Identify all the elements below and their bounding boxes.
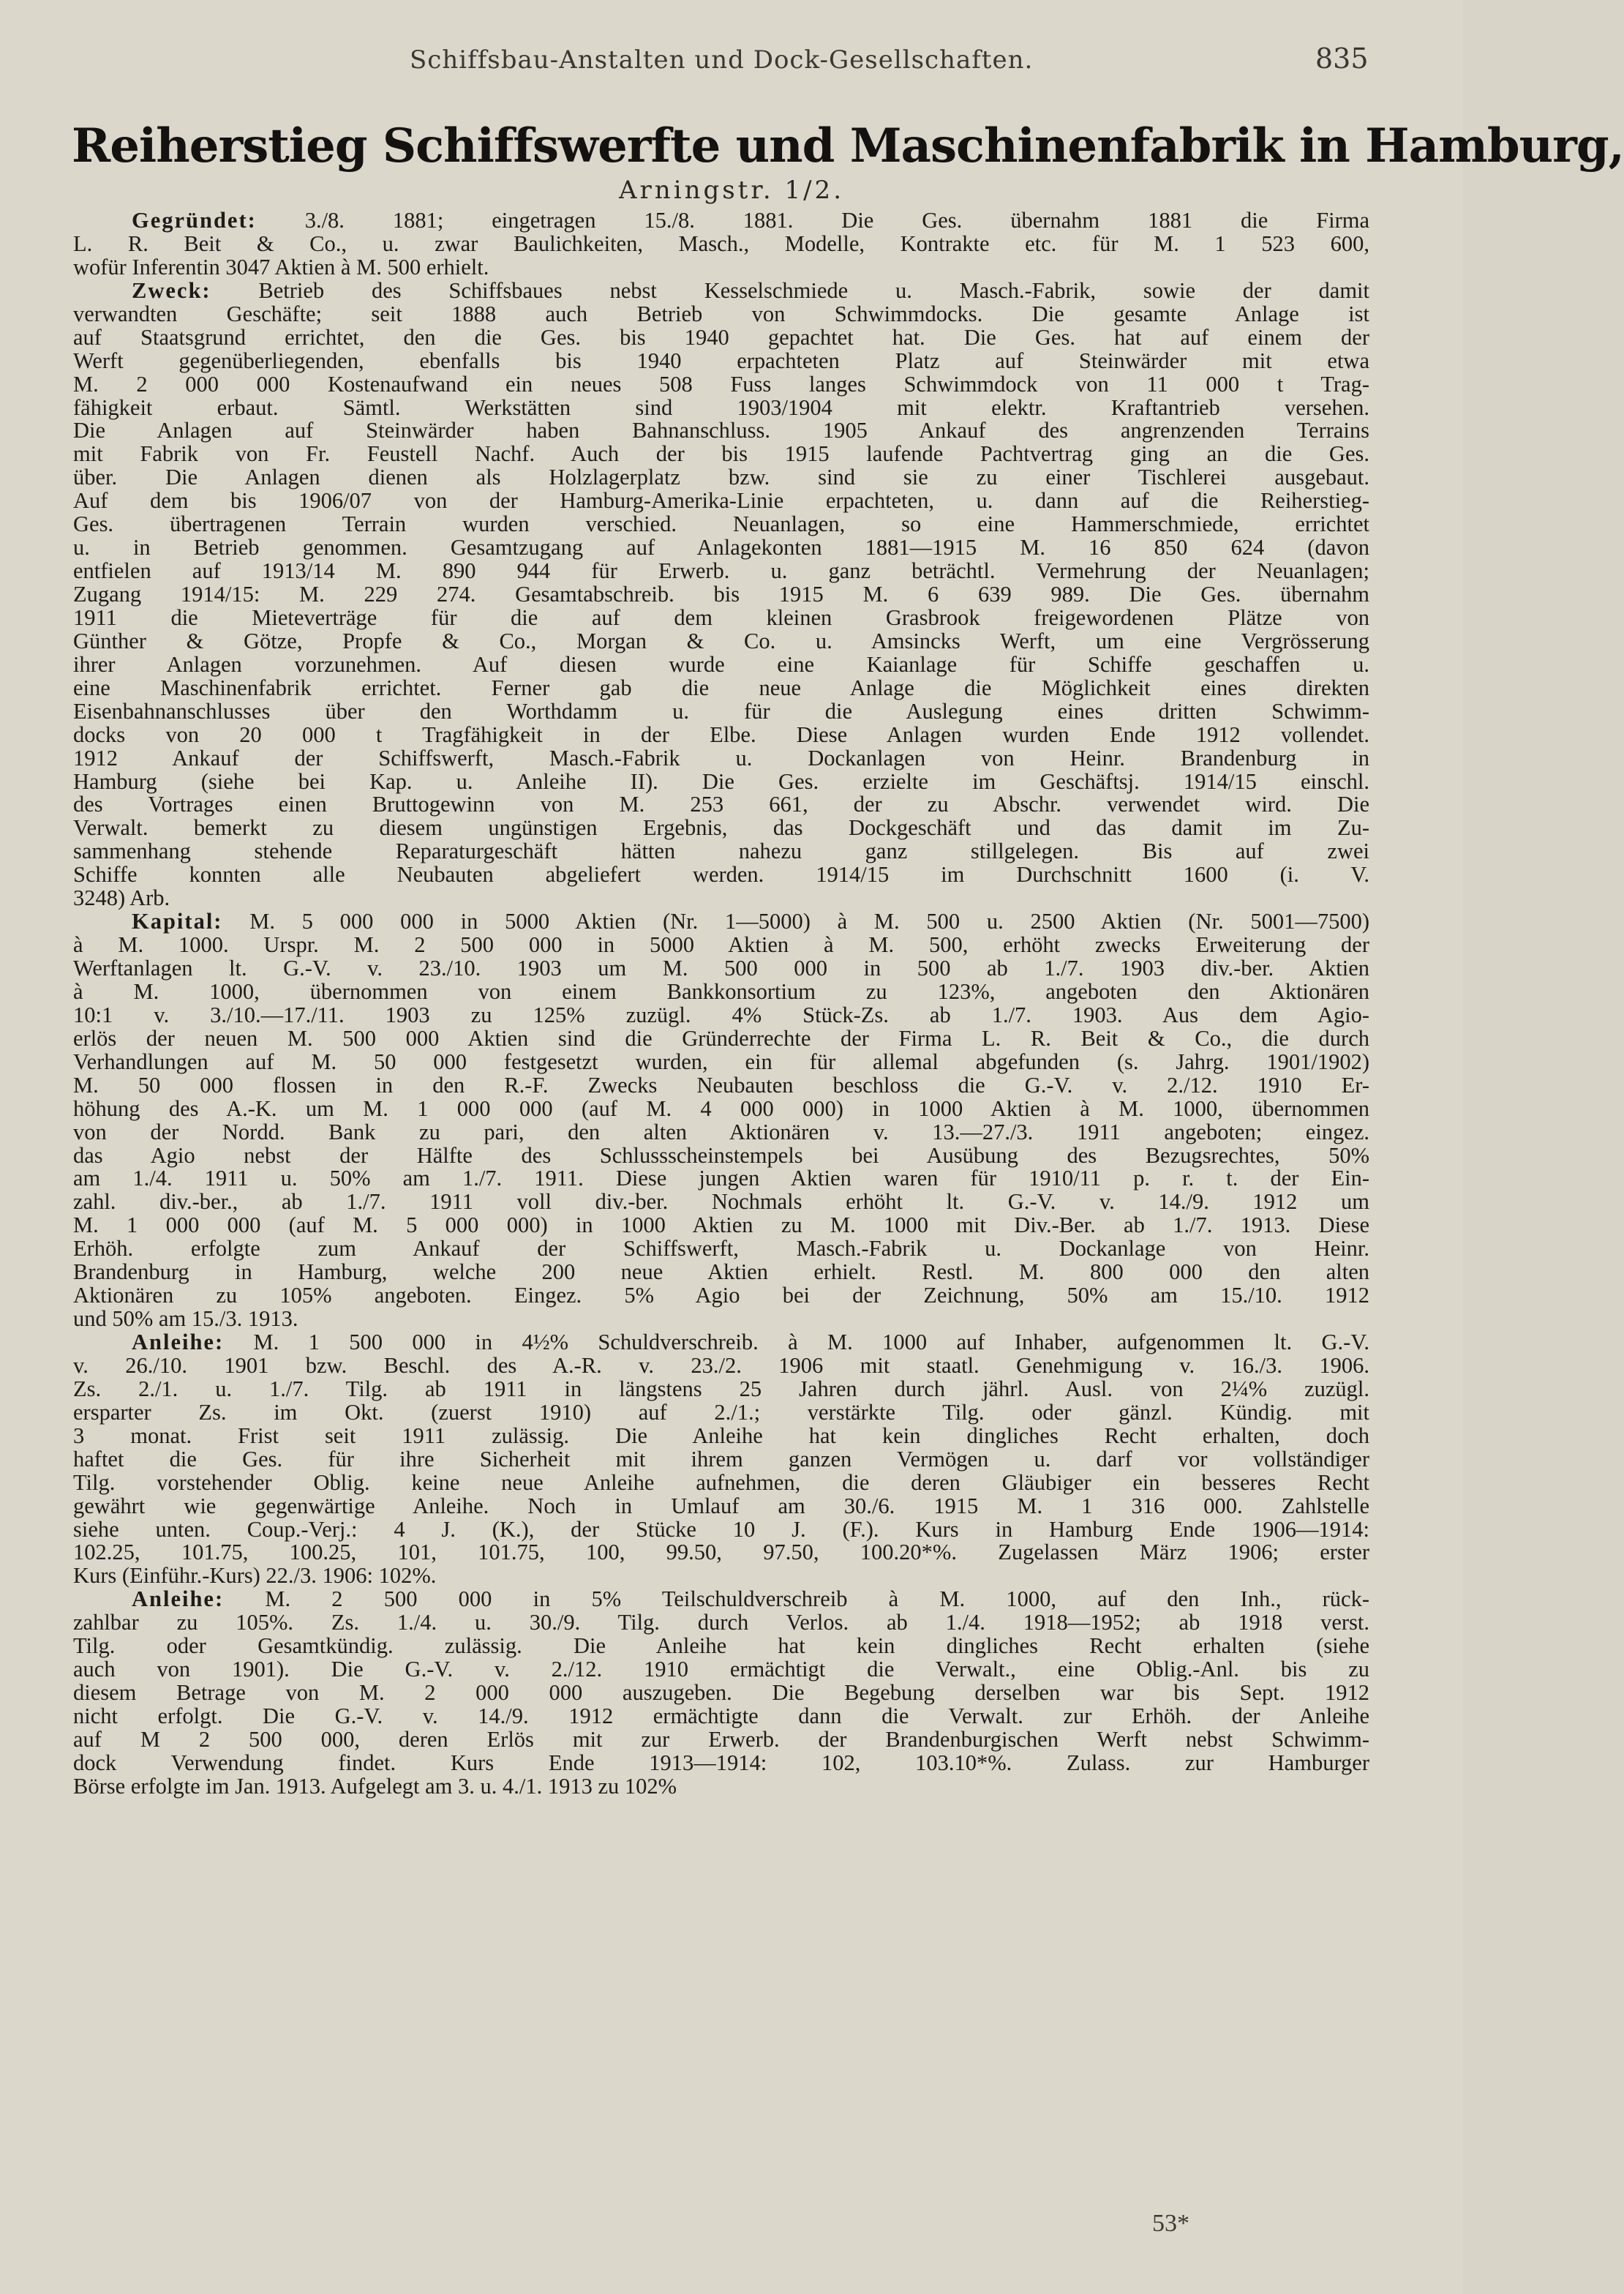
line-text: M. 2 000 000 Kostenaufwand ein neues 508 Fuss langes Schwimmdock von 11 000 t Trag- (73, 371, 1369, 397)
line-text: des Vortrages einen Bruttogewinn von M. 253 661, der zu Abschr. verwendet wird. Die (73, 792, 1369, 817)
text-line (73, 513, 1369, 536)
text-line (73, 1495, 1369, 1518)
paragraph-heading: Zweck: (132, 277, 211, 303)
text-line (73, 1541, 1369, 1564)
line-text: à M. 1000, übernommen von einem Bankkonsortium zu 123%, angeboten den Aktionären (73, 978, 1369, 1004)
line-text: Erhöh. erfolgte zum Ankauf der Schiffswerft, Masch.-Fabrik u. Dockanlage von Heinr. (73, 1236, 1369, 1262)
text-line (73, 1422, 1369, 1448)
text-line (73, 373, 1369, 397)
text-line (73, 630, 1369, 653)
text-line (73, 1775, 1369, 1799)
line-text: Kurs (Einführ.-Kurs) 22./3. 1906: 102%. (73, 1563, 437, 1589)
text-line (73, 1588, 1369, 1611)
line-text: erlös der neuen M. 500 000 Aktien sind die Gründerrechte der Firma L. R. Beit & Co., die durch (73, 1025, 1369, 1051)
text-line (73, 1191, 1369, 1214)
line-text: M. 2 500 000 in 5% Teilschuldverschreib à M. 1000, auf den Inh., rück- (224, 1586, 1369, 1612)
line-text: und 50% am 15./3. 1913. (73, 1306, 298, 1332)
text-line (73, 277, 1369, 303)
text-line (73, 350, 1369, 373)
line-text: M. 1 500 000 in 4½% Schuldverschreib. à M. 1000 auf Inhaber, aufgenommen lt. G.-V. (224, 1330, 1369, 1354)
text-line (73, 1308, 1369, 1331)
text-line (73, 583, 1369, 607)
line-text: 1912 Ankauf der Schiffswerft, Masch.-Fabrik u. Dockanlagen von Heinr. Brandenburg in (73, 745, 1369, 771)
paragraph-heading: Anleihe: (132, 1330, 225, 1354)
line-text: 3248) Arb. (73, 885, 170, 911)
line-text: eine Maschinenfabrik errichtet. Ferner gab die neue Anlage die Möglichkeit eines direkten (73, 675, 1369, 700)
text-line (73, 1728, 1369, 1752)
text-line (73, 1448, 1369, 1472)
line-text: M. 5 000 000 in 5000 Aktien (Nr. 1—5000) à M. 500 u. 2500 Aktien (Nr. 5001—7500) (222, 909, 1369, 934)
text-line (73, 1331, 1369, 1354)
text-line (73, 1635, 1369, 1658)
line-text: das Agio nebst der Hälfte des Schlussscheinstempels bei Ausübung des Bezugsrechtes, 50% (73, 1142, 1369, 1168)
text-line (73, 793, 1369, 817)
text-line (73, 1401, 1369, 1425)
text-line (73, 1611, 1369, 1635)
line-text: ersparter Zs. im Okt. (zuerst 1910) auf 2./1.; verstärkte Tilg. oder gänzl. Kündig. mit (73, 1399, 1369, 1425)
line-text: siehe unten. Coup.-Verj.: 4 J. (K.), der Stücke 10 J. (F.). Kurs in Hamburg Ende 1906—1914: (73, 1516, 1369, 1542)
line-text: auf Staatsgrund errichtet, den die Ges. bis 1940 gepachtet hat. Die Ges. hat auf einem der (73, 324, 1369, 350)
line-text: über. Die Anlagen dienen als Holzlagerplatz bzw. sind sie zu einer Tischlerei ausgebaut. (73, 465, 1369, 490)
line-text: docks von 20 000 t Tragfähigkeit in der Elbe. Diese Anlagen wurden Ende 1912 vollendet. (73, 721, 1369, 747)
text-line (73, 1682, 1369, 1705)
line-text: auf M 2 500 000, deren Erlös mit zur Erwerb. der Brandenburgischen Werft nebst Schwimm- (73, 1726, 1369, 1752)
line-text: Schiffe konnten alle Neubauten abgeliefert werden. 1914/15 im Durchschnitt 1600 (i. V. (73, 862, 1369, 888)
text-line (73, 394, 1369, 420)
company-address: Arningstr. 1/2. (618, 176, 844, 205)
text-line (73, 934, 1369, 957)
text-line (73, 747, 1369, 771)
line-text: Werft gegenüberliegenden, ebenfalls bis 1940 erpachteten Platz auf Steinwärder mit etwa (73, 348, 1369, 373)
text-line (73, 1752, 1369, 1775)
text-line (73, 1051, 1369, 1074)
text-line (73, 466, 1369, 490)
text-line (73, 490, 1369, 513)
line-text: Börse erfolgte im Jan. 1913. Aufgelegt am 3. u. 4./1. 1913 zu 102% (73, 1773, 677, 1799)
line-text: 3 monat. Frist seit 1911 zulässig. Die Anleihe hat kein dingliches Recht erhalten, doch (73, 1422, 1369, 1448)
line-text: nicht erfolgt. Die G.-V. v. 14./9. 1912 ermächtigte dann die Verwalt. zur Erhöh. der Anleihe (73, 1703, 1369, 1728)
line-text: Auf dem bis 1906/07 von der Hamburg-Amerika-Linie erpachteten, u. dann auf die Reiherstieg- (73, 488, 1369, 514)
text-line (73, 817, 1369, 840)
text-line (73, 560, 1369, 583)
text-line (73, 1237, 1369, 1261)
text-line (73, 1144, 1369, 1168)
line-text: à M. 1000. Urspr. M. 2 500 000 in 5000 Aktien à M. 500, erhöht zwecks Erweiterung der (73, 932, 1369, 958)
line-text: wofür Inferentin 3047 Aktien à M. 500 erhielt. (73, 254, 489, 280)
paragraph-heading: Gegründet: (132, 208, 257, 233)
line-text: auch von 1901). Die G.-V. v. 2./12. 1910 ermächtigt die Verwalt., eine Oblig.-Anl. bis zu (73, 1657, 1369, 1682)
text-line (73, 910, 1369, 934)
line-text: Zugang 1914/15: M. 229 274. Gesamtabschreib. bis 1915 M. 6 639 989. Die Ges. übernahm (73, 582, 1369, 607)
line-text: 1911 die Mieteverträge für die auf dem kleinen Grasbrook freigewordenen Plätze von (73, 604, 1369, 630)
line-text: zahl. div.-ber., ab 1./7. 1911 voll div.-ber. Nochmals erhöht lt. G.-V. v. 14./9. 1912 um (73, 1189, 1369, 1215)
body-text (73, 209, 1369, 1799)
text-line (73, 721, 1369, 747)
text-line (73, 256, 1369, 280)
line-text: fähigkeit erbaut. Sämtl. Werkstätten sind 1903/1904 mit elektr. Kraftantrieb versehen. (73, 394, 1369, 420)
text-line (73, 1004, 1369, 1027)
text-line (73, 1469, 1369, 1495)
line-text: Tilg. oder Gesamtkündig. zulässig. Die Anleihe hat kein dingliches Recht erhalten (siehe (73, 1633, 1369, 1659)
text-line (73, 653, 1369, 677)
text-line (73, 1564, 1369, 1588)
line-text: sammenhang stehende Reparaturgeschäft hätten nahezu ganz stillgelegen. Bis auf zwei (73, 839, 1369, 864)
signature-mark: 53* (1152, 2210, 1189, 2237)
text-line (73, 863, 1369, 887)
line-text: verwandten Geschäfte; seit 1888 auch Betrieb von Schwimmdocks. Die gesamte Anlage ist (73, 301, 1369, 326)
line-text: 102.25, 101.75, 100.25, 101, 101.75, 100, 99.50, 97.50, 100.20*%. Zugelassen März 1906; erster (73, 1540, 1369, 1565)
paragraph-heading: Anleihe: (132, 1586, 225, 1612)
text-line (73, 326, 1369, 350)
text-line (73, 1658, 1369, 1682)
line-text: Verwalt. bemerkt zu diesem ungünstigen Ergebnis, das Dockgeschäft und das damit im Zu- (73, 815, 1369, 841)
line-text: Zs. 2./1. u. 1./7. Tilg. ab 1911 in längstens 25 Jahren durch jährl. Ausl. von 2¼% zuzügl. (73, 1376, 1369, 1401)
line-text: Betrieb des Schiffsbaues nebst Kesselschmiede u. Masch.-Fabrik, sowie der damit (211, 277, 1369, 303)
page-number: 835 (1315, 42, 1369, 75)
text-line (73, 887, 1369, 910)
text-line (73, 768, 1369, 794)
line-text: gewährt wie gegenwärtige Anleihe. Noch in Umlauf am 30./6. 1915 M. 1 316 000. Zahlstelle (73, 1493, 1369, 1518)
text-line (73, 443, 1369, 466)
line-text: L. R. Beit & Co., u. zwar Baulichkeiten, Masch., Modelle, Kontrakte etc. für M. 1 523 600, (73, 230, 1369, 256)
line-text: zahlbar zu 105%. Zs. 1./4. u. 30./9. Tilg. durch Verlos. ab 1./4. 1918—1952; ab 1918 verst. (73, 1610, 1369, 1635)
line-text: Verhandlungen auf M. 50 000 festgesetzt wurden, ein für allemal abgefunden (s. Jahrg. 1901/1902) (73, 1049, 1369, 1074)
text-line (73, 536, 1369, 560)
text-line (73, 1121, 1369, 1144)
line-text: M. 50 000 flossen in den R.-F. Zwecks Neubauten beschloss die G.-V. v. 2./12. 1910 Er- (73, 1072, 1369, 1098)
line-text: von der Nordd. Bank zu pari, den alten Aktionären v. 13.—27./3. 1911 angeboten; eingez. (73, 1119, 1369, 1144)
line-text: v. 26./10. 1901 bzw. Beschl. des A.-R. v. 23./2. 1906 mit staatl. Genehmigung v. 16./3. 1906. (73, 1352, 1369, 1378)
text-line (73, 230, 1369, 256)
line-text: Hamburg (siehe bei Kap. u. Anleihe II). Die Ges. erzielte im Geschäftsj. 1914/15 einschl. (73, 768, 1369, 794)
text-line (73, 419, 1369, 443)
text-line (73, 677, 1369, 700)
text-line (73, 209, 1369, 233)
company-title: Reiherstieg Schiffswerfte und Maschinenfabrik in Hamburg, (72, 119, 1624, 173)
line-text: 3./8. 1881; eingetragen 15./8. 1881. Die Ges. übernahm 1881 die Firma (256, 208, 1369, 233)
line-text: höhung des A.-K. um M. 1 000 000 (auf M. 4 000 000) in 1000 Aktien à M. 1000, übernommen (73, 1095, 1369, 1121)
line-text: Günther & Götze, Propfe & Co., Morgan & Co. u. Amsincks Werft, um eine Vergrösserung (73, 628, 1369, 653)
text-line (73, 1095, 1369, 1121)
line-text: Eisenbahnanschlusses über den Worthdamm u. für die Auslegung eines dritten Schwimm- (73, 698, 1369, 724)
line-text: Tilg. vorstehender Oblig. keine neue Anleihe aufnehmen, die deren Gläubiger ein besseres Recht (73, 1469, 1369, 1495)
paragraph-heading: Kapital: (132, 909, 223, 934)
text-line (73, 303, 1369, 326)
text-line (73, 1378, 1369, 1401)
running-head (0, 42, 1463, 89)
text-line (73, 700, 1369, 724)
text-line (73, 1214, 1369, 1237)
text-line (73, 604, 1369, 630)
text-line (73, 957, 1369, 981)
line-text: dock Verwendung findet. Kurs Ende 1913—1914: 102, 103.10*%. Zulass. zur Hamburger (73, 1750, 1369, 1775)
text-line (73, 1354, 1369, 1378)
running-title: Schiffsbau-Anstalten und Dock-Gesellschaften. (410, 45, 1034, 75)
line-text: Brandenburg in Hamburg, welche 200 neue Aktien erhielt. Restl. M. 800 000 den alten (73, 1259, 1369, 1285)
text-line (73, 1027, 1369, 1051)
line-text: mit Fabrik von Fr. Feustell Nachf. Auch der bis 1915 laufende Pachtvertrag ging an die Ges. (73, 441, 1369, 467)
text-line (73, 1167, 1369, 1191)
line-text: Aktionären zu 105% angeboten. Eingez. 5% Agio bei der Zeichnung, 50% am 15./10. 1912 (73, 1283, 1369, 1308)
text-line (73, 840, 1369, 863)
line-text: entfielen auf 1913/14 M. 890 944 für Erwerb. u. ganz beträchtl. Vermehrung der Neuanlagen; (73, 558, 1369, 584)
line-text: ihrer Anlagen vorzunehmen. Auf diesen wurde eine Kaianlage für Schiffe geschaffen u. (73, 651, 1369, 677)
text-line (73, 1705, 1369, 1728)
line-text: am 1./4. 1911 u. 50% am 1./7. 1911. Diese jungen Aktien waren für 1910/11 p. r. t. der Ein- (73, 1166, 1369, 1191)
line-text: Die Anlagen auf Steinwärder haben Bahnanschluss. 1905 Ankauf des angrenzenden Terrains (73, 418, 1369, 443)
line-text: 10:1 v. 3./10.—17./11. 1903 zu 125% zuzügl. 4% Stück-Zs. ab 1./7. 1903. Aus dem Agio- (73, 1002, 1369, 1027)
text-line (73, 1284, 1369, 1308)
text-line (73, 978, 1369, 1004)
line-text: u. in Betrieb genommen. Gesamtzugang auf Anlagekonten 1881—1915 M. 16 850 624 (davon (73, 535, 1369, 561)
line-text: Werftanlagen lt. G.-V. v. 23./10. 1903 um M. 500 000 in 500 ab 1./7. 1903 div.-ber. Aktien (73, 956, 1369, 981)
line-text: haftet die Ges. für ihre Sicherheit mit ihrem ganzen Vermögen u. darf vor vollständiger (73, 1446, 1369, 1472)
line-text: Ges. übertragenen Terrain wurden verschied. Neuanlagen, so eine Hammerschmiede, errichtet (73, 511, 1369, 537)
text-line (73, 1518, 1369, 1542)
line-text: diesem Betrage von M. 2 000 000 auszugeben. Die Begebung derselben war bis Sept. 1912 (73, 1680, 1369, 1706)
text-line (73, 1261, 1369, 1284)
text-line (73, 1074, 1369, 1098)
line-text: M. 1 000 000 (auf M. 5 000 000) in 1000 Aktien zu M. 1000 mit Div.-Ber. ab 1./7. 1913. Diese (73, 1212, 1369, 1238)
